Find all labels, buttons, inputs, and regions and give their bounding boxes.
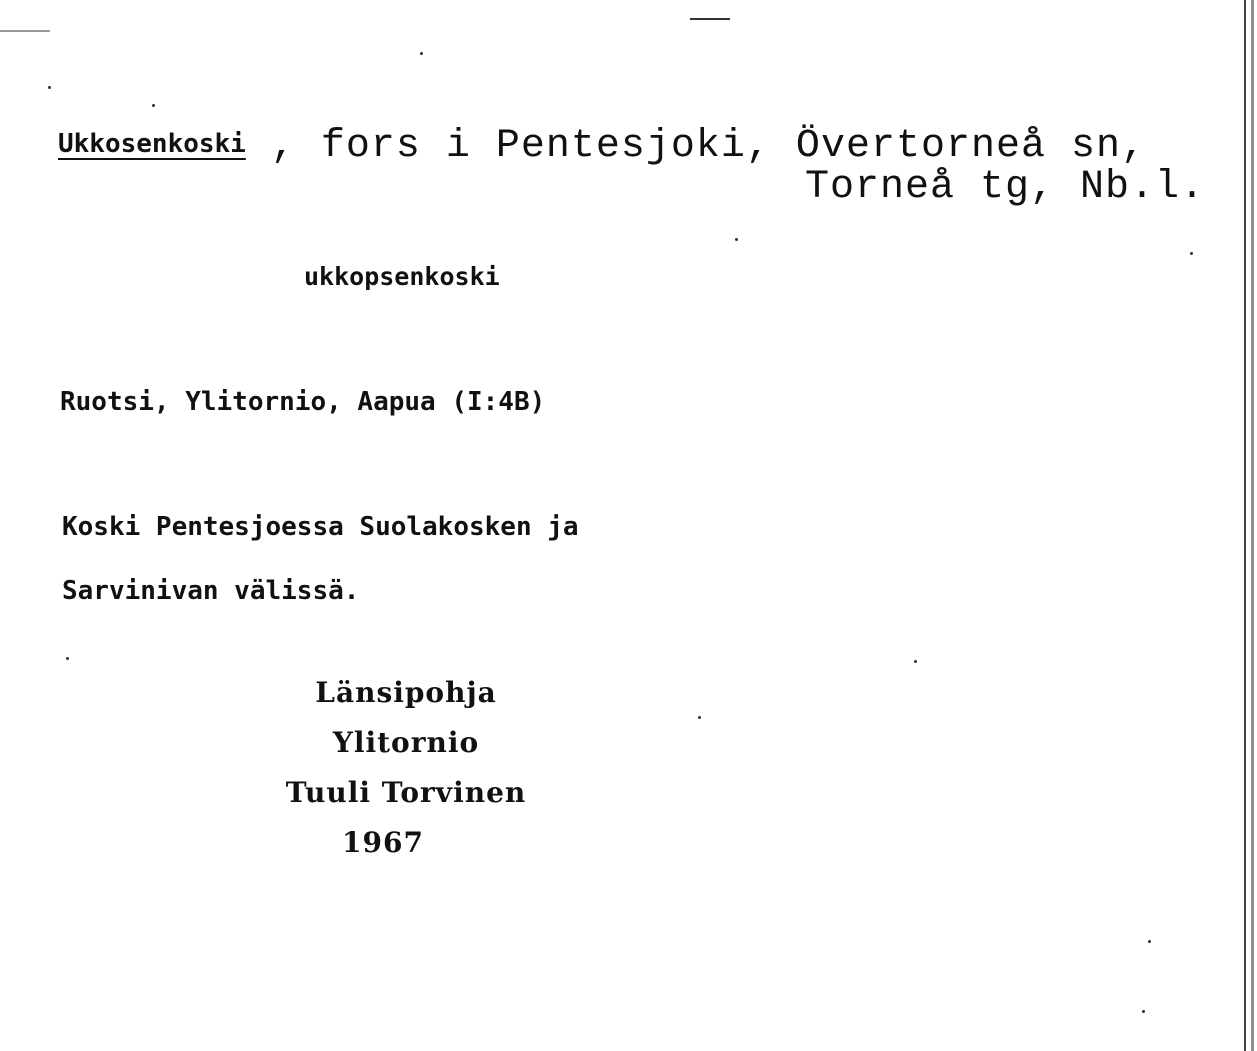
source-year: 1967 (342, 826, 424, 859)
description-line-1: Koski Pentesjoessa Suolakosken ja (62, 512, 579, 542)
scan-edge-line (1244, 0, 1246, 1051)
source-region: Länsipohja (315, 676, 497, 709)
source-parish: Ylitornio (332, 726, 480, 759)
scan-speck (48, 86, 51, 89)
source-collector: Tuuli Torvinen (285, 776, 527, 809)
heading-line-2: Torneå tg, Nb.l. (804, 165, 1205, 210)
heading-description-1: fors i Pentesjoki, Övertorneå sn, (320, 124, 1146, 169)
scan-speck (1142, 1010, 1145, 1013)
scan-speck (66, 657, 69, 660)
scan-edge-line (1251, 0, 1254, 1051)
scan-speck (420, 52, 423, 55)
heading-line-1 (58, 124, 1146, 169)
headword: Ukkosenkoski (58, 129, 246, 159)
pronunciation: ukkopsenkoski (304, 262, 500, 291)
scan-speck (152, 104, 155, 107)
scan-speck (735, 238, 738, 241)
heading-separator: , (245, 124, 321, 169)
scan-speck (914, 660, 917, 663)
scan-speck (1148, 940, 1151, 943)
scan-speck (698, 716, 701, 719)
scan-speck (1190, 252, 1193, 255)
scan-speck (0, 30, 50, 32)
location: Ruotsi, Ylitornio, Aapua (I:4B) (60, 387, 546, 417)
scan-speck (690, 18, 730, 20)
description-line-2: Sarvinivan välissä. (62, 576, 360, 606)
